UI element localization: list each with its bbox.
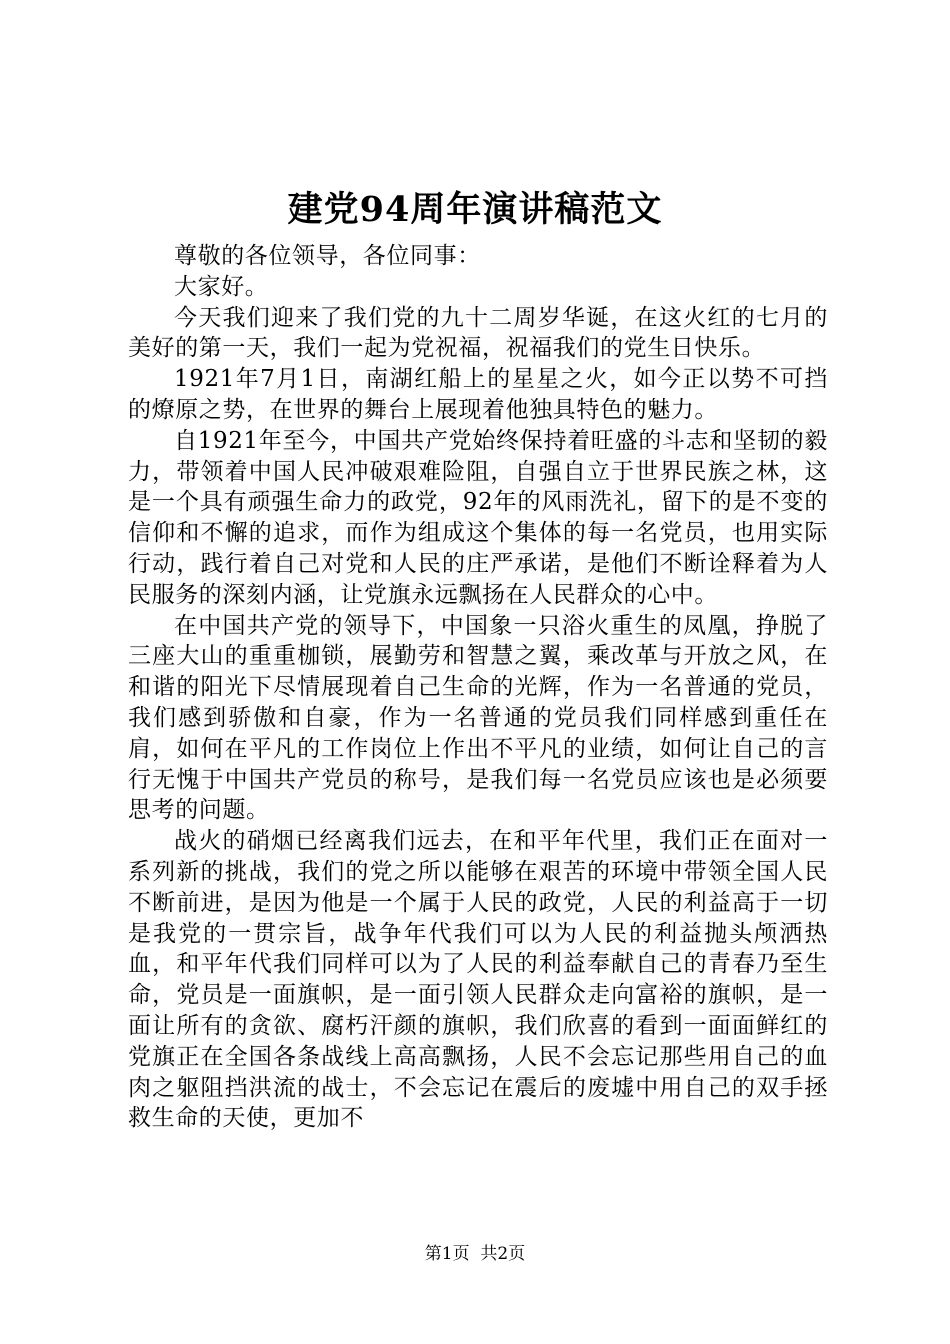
paragraph: 今天我们迎来了我们党的九十二周岁华诞，在这火红的七月的美好的第一天，我们一起为党祝福，祝福我们的党生日快乐。 [128,304,828,362]
paragraph-greeting: 大家好。 [174,273,269,300]
paragraph-salutation: 尊敬的各位领导，各位同事： [174,243,481,269]
paragraph: 在中国共产党的领导下，中国象一只浴火重生的凤凰，挣脱了三座大山的重重枷锁，展勤劳和智慧之翼，乘改革与开放之风，在和谐的阳光下尽情展现着自己生命的光辉，作为一名普通的党员，我们感到骄傲和自豪，作为一名普通的党员我们同样感到重任在肩，如何在平凡的工作岗位上作出不平凡的业绩，如何让自己的言行无愧于中国共产党员的称号，是我们每一名党员应该也是必须要思考的问题。 [128,612,828,824]
page-total: 共2页 [480,1244,526,1264]
document-body [128,241,828,1134]
page-number: 第1页 [424,1244,470,1264]
document-title: 建党94周年演讲稿范文 [287,189,663,230]
page-footer [0,1242,950,1266]
paragraph: 1921年7月1日，南湖红船上的星星之火，如今正以势不可挡的燎原之势，在世界的舞台上展现着他独具特色的魅力。 [128,366,828,423]
paragraph: 自1921年至今，中国共产党始终保持着旺盛的斗志和坚韧的毅力，带领着中国人民冲破艰难险阻，自强自立于世界民族之林，这是一个具有顽强生命力的政党，92年的风雨洗礼，留下的是不变的信仰和不懈的追求，而作为组成这个集体的每一名党员，也用实际行动，践行着自己对党和人民的庄严承诺，是他们不断诠释着为人民服务的深刻内涵，让党旗永远飘扬在人民群众的心中。 [128,427,828,608]
paragraph: 战火的硝烟已经离我们远去，在和平年代里，我们正在面对一系列新的挑战，我们的党之所以能够在艰苦的环境中带领全国人民不断前进，是因为他是一个属于人民的政党，人民的利益高于一切是我党的一贯宗旨，战争年代我们可以为人民的利益抛头颅洒热血，和平年代我们同样可以为了人民的利益奉献自己的青春乃至生命，党员是一面旗帜，是一面引领人民群众走向富裕的旗帜，是一面让所有的贪欲、腐朽汗颜的旗帜，我们欣喜的看到一面面鲜红的党旗正在全国各条战线上高高飘扬，人民不会忘记那些用自己的血肉之躯阻挡洪流的战士，不会忘记在震后的废墟中用自己的双手拯救生命的天使，更加不 [128,828,828,1132]
